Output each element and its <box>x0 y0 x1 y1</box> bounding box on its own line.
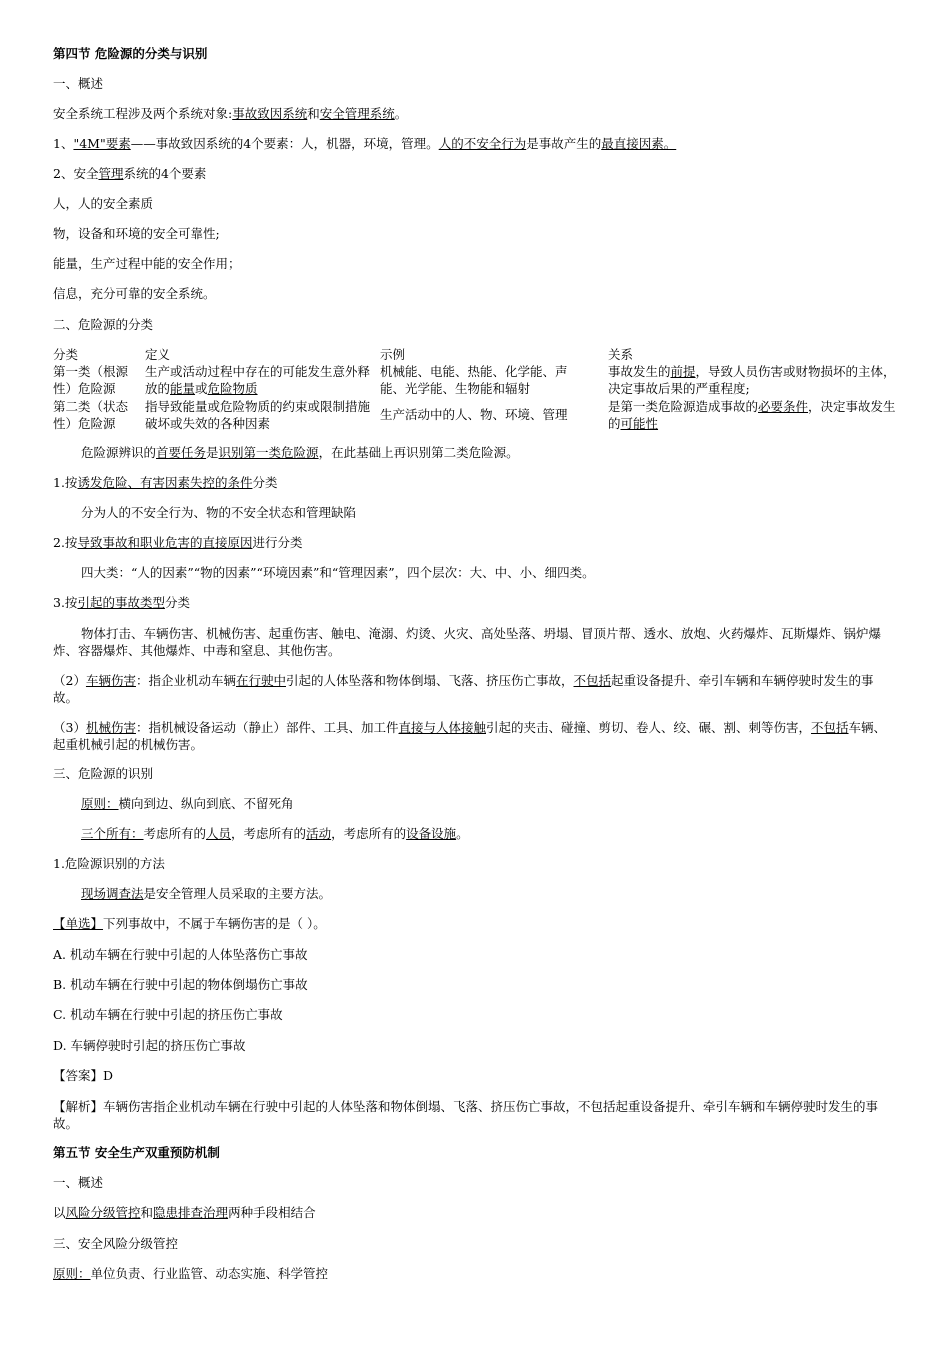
table-cell-definition: 指导致能量或危险物质的约束或限制措施破坏或失效的各种因素 <box>145 399 371 431</box>
list-item: 能量，生产过程中能的安全作用； <box>53 256 241 271</box>
option-c: C. 机动车辆在行驶中引起的挤压伤亡事故 <box>53 1007 283 1022</box>
analysis-text: 【解析】车辆伤害指企业机动车辆在行驶中引起的人体坠落和物体倒塌、飞落、挤压伤亡事故，不包括起重设备提升、牵引车辆和车辆停驶时发生的事故。 <box>53 1099 879 1131</box>
table-header: 示例 <box>380 347 406 362</box>
4m-line: 1、"4M"要素——事故致因系统的4个要素：人，机器，环境，管理。人的不安全行为是事故产生的最直接因素。 <box>53 136 677 151</box>
list-item: 信息，充分可靠的安全系统。 <box>53 286 216 301</box>
table-cell-category: 第一类（根源性）危险源 <box>53 364 129 396</box>
principle-line: 原则：横向到边、纵向到底、不留死角 <box>81 796 294 811</box>
identification-note: 危险源辨识的首要任务是识别第一类危险源，在此基础上再识别第二类危险源。 <box>81 445 519 460</box>
table-cell-example: 生产活动中的人、物、环境、管理 <box>380 407 568 422</box>
table-header: 关系 <box>608 347 634 362</box>
method1-detail: 分为人的不安全行为、物的不安全状态和管理缺陷 <box>81 505 357 520</box>
vehicle-injury-definition: （2）车辆伤害：指企业机动车辆在行驶中引起的人体坠落和物体倒塌、飞落、挤压伤亡事故，不包括起重设备提升、牵引车辆和车辆停驶时发生的事故。 <box>53 673 874 705</box>
system-objects-line: 安全系统工程涉及两个系统对象:事故致因系统和安全管理系统。 <box>53 106 408 121</box>
management-system-line: 2、安全管理系统的4个要素 <box>53 166 207 181</box>
table-cell-example: 机械能、电能、热能、化学能、声能、光学能、生物能和辐射 <box>380 364 568 396</box>
section5-title: 第五节 安全生产双重预防机制 <box>53 1145 220 1160</box>
section4-title: 第四节 危险源的分类与识别 <box>53 46 208 61</box>
list-item: 人，人的安全素质 <box>53 196 154 211</box>
method3-heading: 3.按引起的事故类型分类 <box>53 595 190 610</box>
risk-control-heading: 三、安全风险分级管控 <box>53 1236 179 1251</box>
list-item: 物，设备和环境的安全可靠性; <box>53 226 220 241</box>
option-a: A. 机动车辆在行驶中引起的人体坠落伤亡事故 <box>53 947 308 962</box>
table-cell-relation: 是第一类危险源造成事故的必要条件，决定事故发生的可能性 <box>608 399 896 431</box>
dual-prevention-line: 以风险分级管控和隐患排查治理两种手段相结合 <box>53 1205 316 1220</box>
option-d: D. 车辆停驶时引起的挤压伤亡事故 <box>53 1038 246 1053</box>
accident-types-list: 物体打击、车辆伤害、机械伤害、起重伤害、触电、淹溺、灼烫、火灾、高处坠落、坍塌、冒顶片帮、透水、放炮、火药爆炸、瓦斯爆炸、锅炉爆炸、容器爆炸、其他爆炸、中毒和窒息、其他伤害。 <box>53 626 882 658</box>
question-line: 【单选】下列事故中，不属于车辆伤害的是（ ）。 <box>53 916 326 931</box>
classification-heading: 二、危险源的分类 <box>53 317 154 332</box>
method2-detail: 四大类：“人的因素”“物的因素”“环境因素”和“管理因素”，四个层次：大、中、小、细四类。 <box>81 565 595 580</box>
option-b: B. 机动车辆在行驶中引起的物体倒塌伤亡事故 <box>53 977 308 992</box>
method1-heading: 1.按诱发危险、有害因素失控的条件分类 <box>53 475 278 490</box>
table-header: 分类 <box>53 347 79 362</box>
table-cell-category: 第二类（状态性）危险源 <box>53 399 129 431</box>
section5-overview-heading: 一、概述 <box>53 1175 104 1190</box>
mechanical-injury-definition: （3）机械伤害：指机械设备运动（静止）部件、工具、加工件直接与人体接触引起的夹击、碰撞、剪切、卷人、绞、碾、割、刺等伤害，不包括车辆、起重机械引起的机械伤害。 <box>53 720 887 752</box>
table-cell-definition: 生产或活动过程中存在的可能发生意外释放的能量或危险物质 <box>145 364 371 396</box>
method-heading: 1.危险源识别的方法 <box>53 856 165 871</box>
identification-heading: 三、危险源的识别 <box>53 766 154 781</box>
three-all-line: 三个所有：考虑所有的人员，考虑所有的活动，考虑所有的设备设施。 <box>81 826 469 841</box>
field-survey-line: 现场调查法是安全管理人员采取的主要方法。 <box>81 886 332 901</box>
table-cell-relation: 事故发生的前提，导致人员伤害或财物损坏的主体，决定事故后果的严重程度; <box>608 364 896 396</box>
answer-line: 【答案】D <box>53 1068 114 1083</box>
method2-heading: 2.按导致事故和职业危害的直接原因进行分类 <box>53 535 303 550</box>
section5-principle-line: 原则：单位负责、行业监管、动态实施、科学管控 <box>53 1266 329 1281</box>
overview-heading: 一、概述 <box>53 76 104 91</box>
table-header: 定义 <box>145 347 171 362</box>
